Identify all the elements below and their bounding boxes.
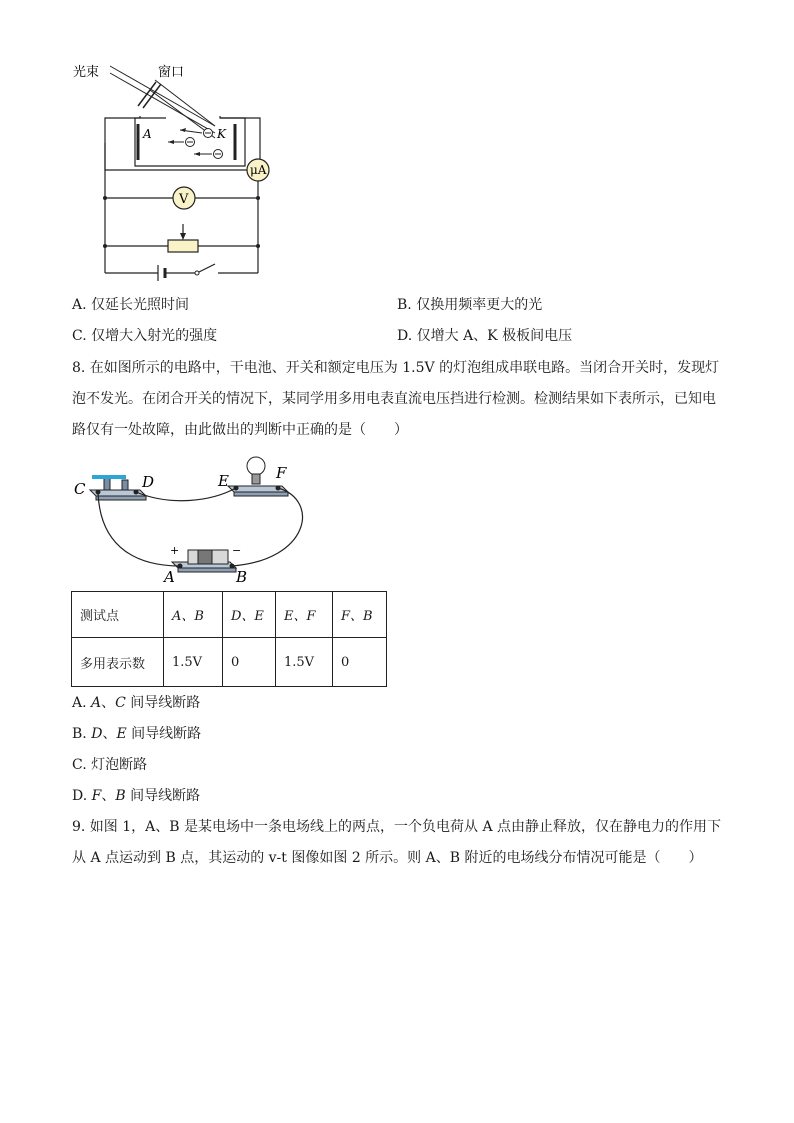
point-label: A bbox=[91, 695, 102, 711]
q8-option-b[interactable] bbox=[72, 725, 201, 743]
microammeter-label: μA bbox=[250, 163, 267, 177]
table-cell: 多用表示数 bbox=[72, 638, 164, 687]
q8-stem-line-1: 8. 在如图所示的电路中，干电池、开关和额定电压为 1.5V 的灯泡组成串联电路。当闭合开关时，发现灯 bbox=[72, 360, 720, 376]
point-a-label: A bbox=[164, 568, 175, 586]
battery-minus-label: − bbox=[232, 544, 242, 557]
q8-stem-line-3: 路仅有一处故障，由此做出的判断中正确的是（ ） bbox=[72, 422, 408, 438]
table-row bbox=[72, 638, 387, 687]
point-b-label: B bbox=[236, 568, 248, 586]
option-prefix: A. bbox=[72, 695, 92, 711]
option-text: 间导线断路 bbox=[126, 726, 202, 742]
q8-option-d[interactable] bbox=[72, 787, 200, 805]
point-d-label: D bbox=[142, 473, 155, 491]
q8-option-c[interactable]: C. 灯泡断路 bbox=[72, 757, 148, 773]
point-label: F bbox=[91, 788, 102, 804]
q8-option-a[interactable] bbox=[72, 694, 200, 712]
option-prefix: D. bbox=[72, 788, 92, 804]
q7-option-d[interactable]: D. 仅增大 A、K 极板间电压 bbox=[397, 328, 573, 344]
option-text: 间导线断路 bbox=[125, 788, 201, 804]
q7-option-b[interactable]: B. 仅换用频率更大的光 bbox=[397, 297, 543, 313]
q7-option-a[interactable]: A. 仅延长光照时间 bbox=[72, 297, 190, 313]
table-cell: D、E bbox=[223, 592, 276, 638]
point-label: B bbox=[115, 788, 126, 804]
table-header-row bbox=[72, 592, 387, 638]
q9-stem-line-1: 9. 如图 1，A、B 是某电场中一条电场线上的两点，一个负电荷从 A 点由静止释放，仅在静电力的作用下 bbox=[72, 819, 722, 835]
separator: 、 bbox=[101, 788, 116, 804]
battery-plus-label: + bbox=[170, 544, 180, 557]
table-cell: A、B bbox=[164, 592, 223, 638]
point-label: E bbox=[116, 726, 127, 742]
point-e-label: E bbox=[218, 472, 229, 490]
point-label: D bbox=[91, 726, 103, 742]
table-cell: 测试点 bbox=[72, 592, 164, 638]
q9-stem-line-2: 从 A 点运动到 B 点，其运动的 v-t 图像如图 2 所示。则 A、B 附近的电场线分布情况可能是（ ） bbox=[72, 850, 703, 866]
series-circuit-figure bbox=[70, 450, 320, 590]
q7-option-c[interactable]: C. 仅增大入射光的强度 bbox=[72, 328, 218, 344]
point-c-label: C bbox=[74, 480, 86, 498]
table-cell: 0 bbox=[333, 638, 387, 687]
separator: 、 bbox=[101, 695, 116, 711]
table-cell: 1.5V bbox=[164, 638, 223, 687]
table-cell: E、F bbox=[276, 592, 333, 638]
q8-stem-line-2: 泡不发光。在闭合开关的情况下，某同学用多用电表直流电压挡进行检测。检测结果如下表所示，已知电 bbox=[72, 391, 716, 407]
window-label: 窗口 bbox=[158, 65, 185, 80]
separator: 、 bbox=[102, 726, 117, 742]
photoelectric-circuit-figure bbox=[70, 58, 290, 283]
test-results-table bbox=[71, 591, 387, 687]
plate-a-label: A bbox=[143, 127, 152, 141]
table-cell: F、B bbox=[333, 592, 387, 638]
plate-k-label: K bbox=[217, 127, 226, 141]
point-label: C bbox=[115, 695, 126, 711]
table-cell: 1.5V bbox=[276, 638, 333, 687]
beam-label: 光束 bbox=[73, 65, 100, 80]
option-text: 间导线断路 bbox=[125, 695, 201, 711]
table-cell: 0 bbox=[223, 638, 276, 687]
point-f-label: F bbox=[276, 464, 287, 482]
voltmeter-label: V bbox=[179, 192, 189, 207]
option-prefix: B. bbox=[72, 726, 92, 742]
